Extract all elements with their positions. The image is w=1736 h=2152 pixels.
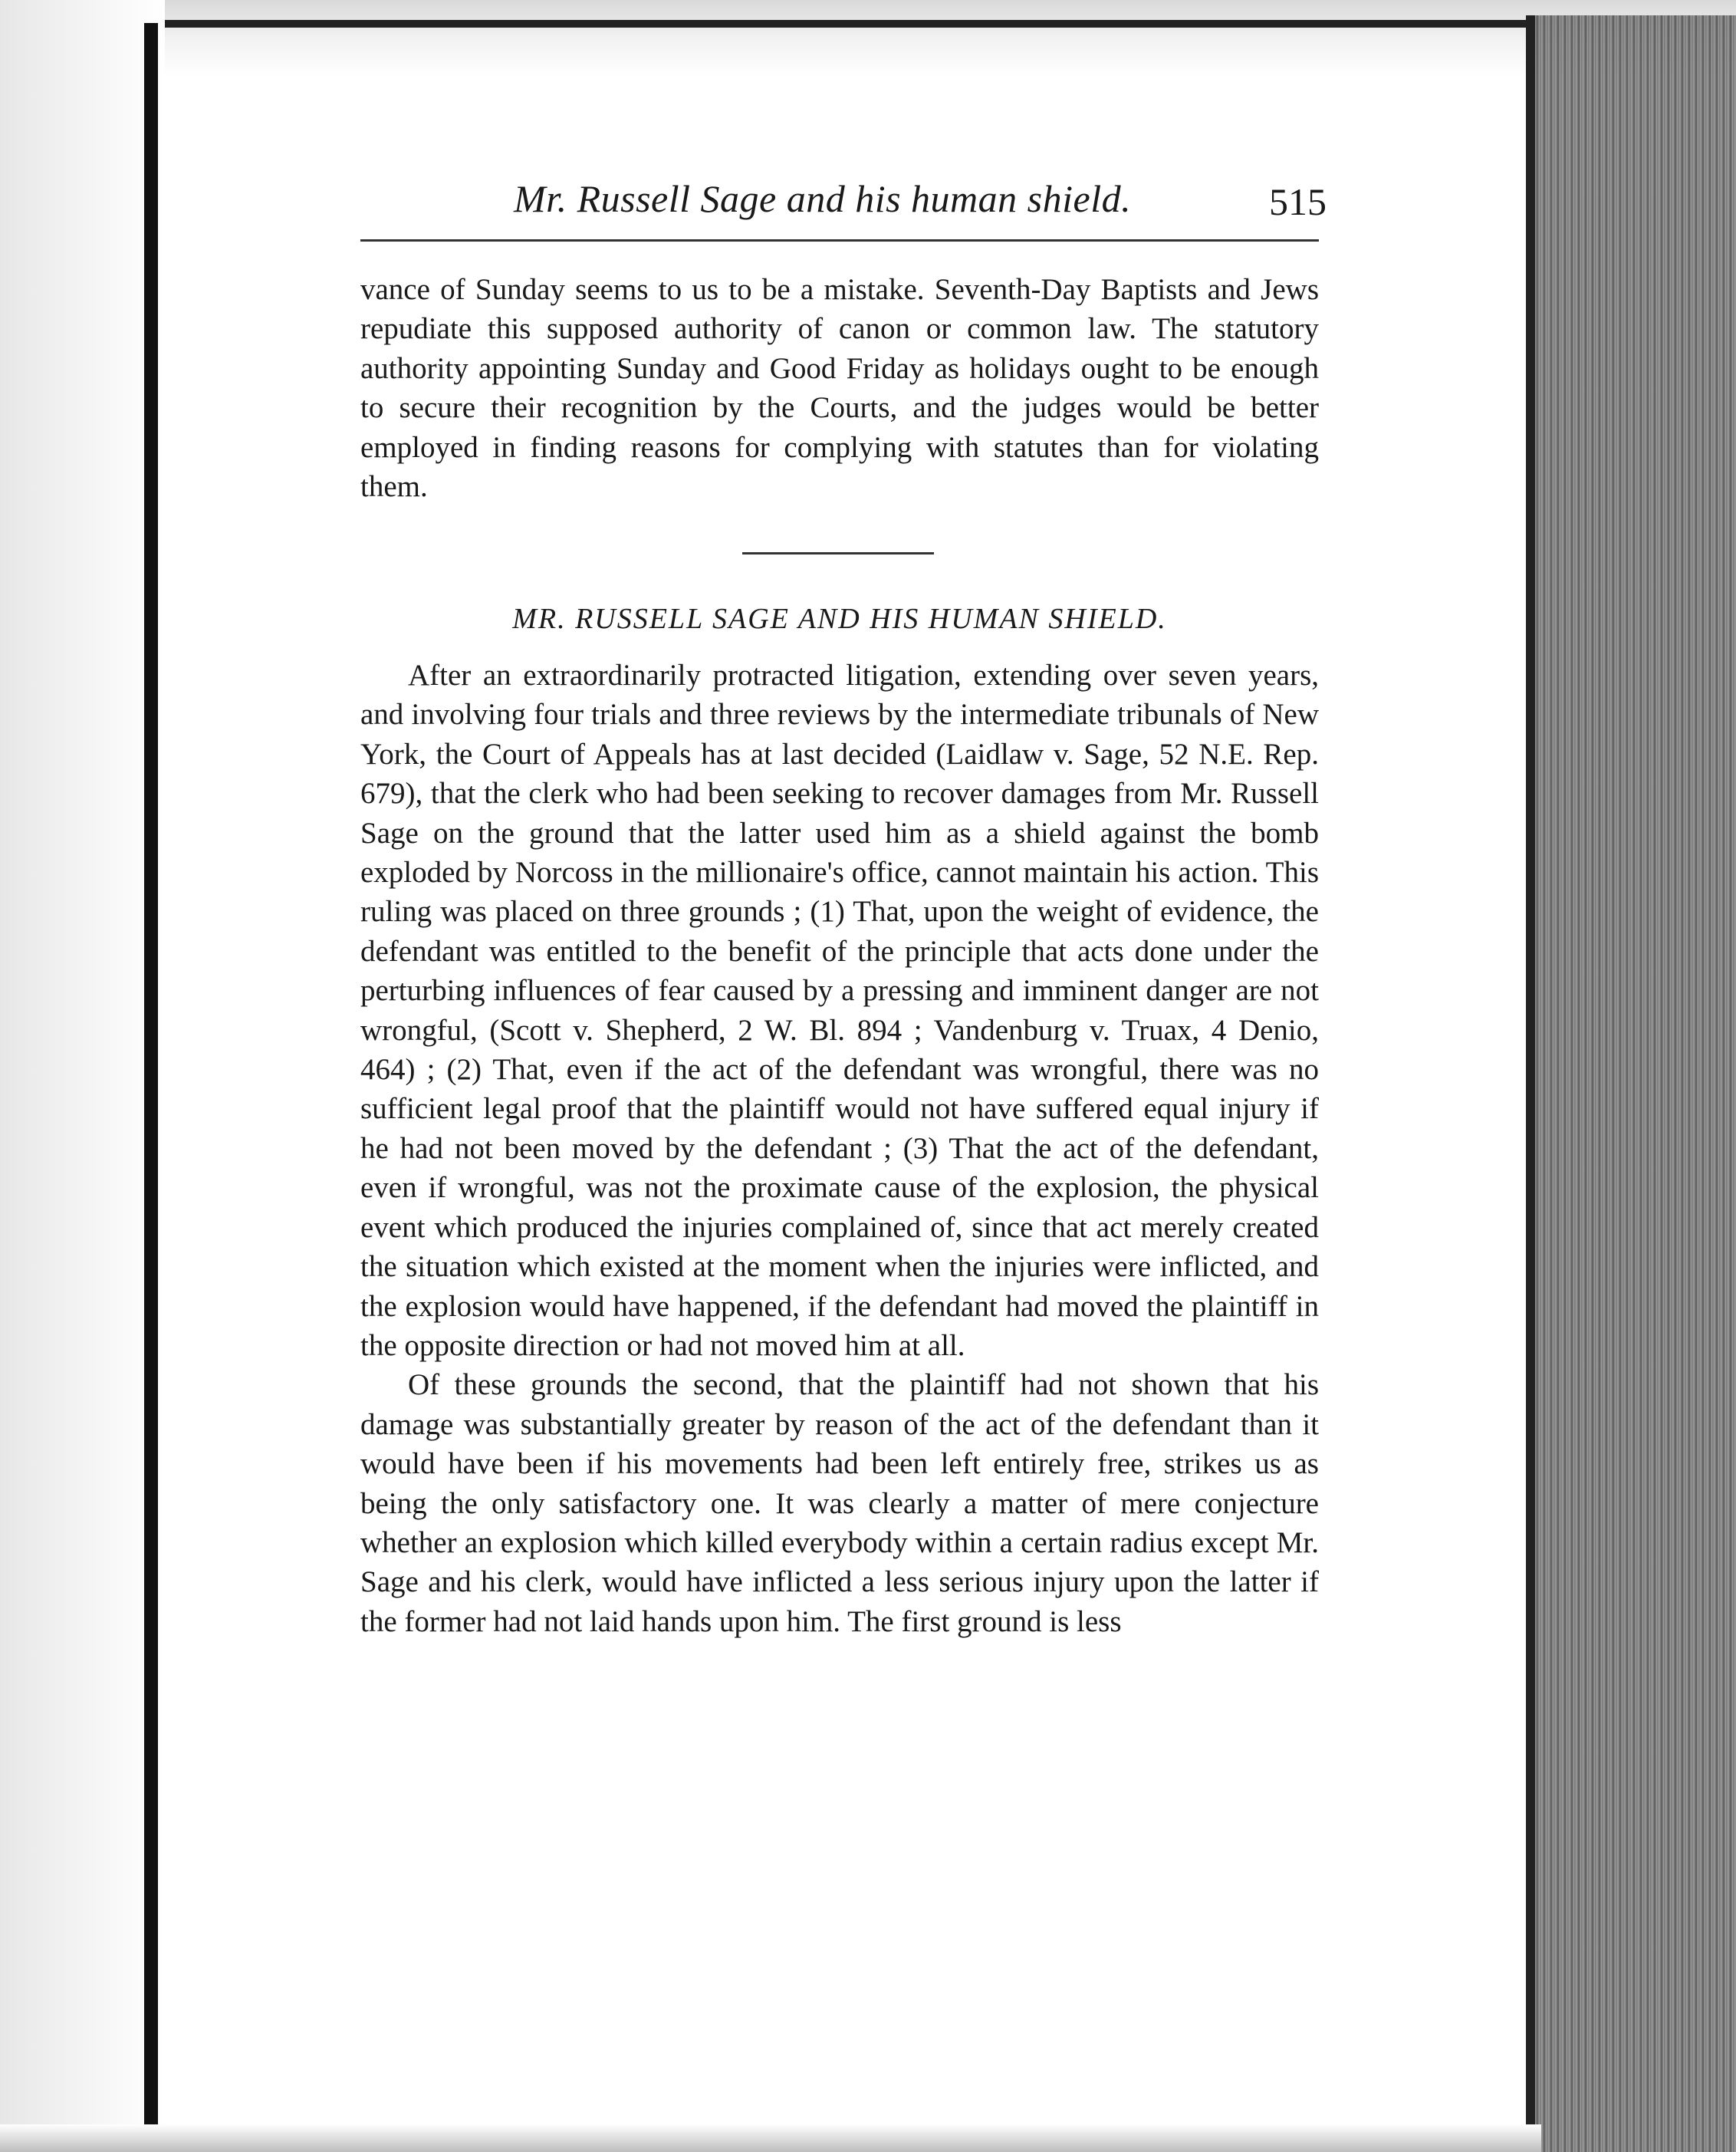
- running-head: [360, 169, 1327, 238]
- header-rule: [360, 239, 1319, 242]
- scan-right-border: [1526, 15, 1535, 2152]
- scan-top-edge: [0, 0, 1736, 77]
- page-number: 515: [1269, 180, 1327, 223]
- document-page: [360, 169, 1327, 1638]
- running-title: Mr. Russell Sage and his human shield.: [514, 177, 1132, 220]
- scan-top-shadow: [46, 20, 1534, 28]
- section-divider: [742, 552, 934, 554]
- continued-paragraph: vance of Sunday seems to us to be a mistake. Seventh-Day Baptists and Jews repudiate this supposed authority of canon or common law. The statutory authority appointing Sunday and Good Friday as holidays ought to be enough to secure their recognition by the Courts, and the judges would be better employed in finding reasons for complying with statutes than for violating them.: [360, 273, 1319, 504]
- scan-bottom-edge: [0, 2124, 1541, 2152]
- paragraph: Of these grounds the second, that the plaintiff had not shown that his damage was substantially greater by reason of the act of the defendant than it would have been if his movements had been left entirely free, strikes us as being the only satisfactory one. It was clearly a matter of mere conjecture whether an explosion which killed everybody within a certain radius except Mr. Sage and his clerk, would have inflicted a less serious injury upon the latter if the former had not laid hands upon him. The first ground is less: [360, 1368, 1319, 1638]
- book-spine-shadow: [144, 23, 158, 2152]
- section-title: MR. RUSSELL SAGE AND HIS HUMAN SHIELD.: [512, 603, 1167, 635]
- scan-left-edge: [0, 0, 165, 2152]
- scan-right-edge: [1526, 15, 1736, 2152]
- article-body: [360, 656, 1319, 1641]
- paragraph: After an extraordinarily protracted litigation, extending over seven years, and involving four trials and three reviews by the intermediate tribunals of New York, the Court of Appeals has at last decided (Laidlaw v. Sage, 52 N.E. Rep. 679), that the clerk who had been seeking to recover damages from Mr. Russell Sage on the ground that the latter used him as a shield against the bomb exploded by Norcoss in the millionaire's office, cannot maintain his action. This ruling was placed on three grounds ; (1) That, upon the weight of evidence, the defendant was entitled to the benefit of the principle that acts done under the perturbing influences of fear caused by a pressing and imminent danger are not wrongful, (Scott v. Shepherd, 2 W. Bl. 894 ; Vandenburg v. Truax, 4 Denio, 464) ; (2) That, even if the act of the defendant was wrongful, there was no sufficient legal proof that the plaintiff would not have suffered equal injury if he had not been moved by the defendant ; (3) That the act of the defendant, even if wrongful, was not the proximate cause of the explosion, the physical event which produced the injuries complained of, since that act merely created the situation which existed at the moment when the injuries were inflicted, and the explosion would have happened, if the defendant had moved the plaintiff in the opposite direction or had not moved him at all.: [360, 659, 1319, 1362]
